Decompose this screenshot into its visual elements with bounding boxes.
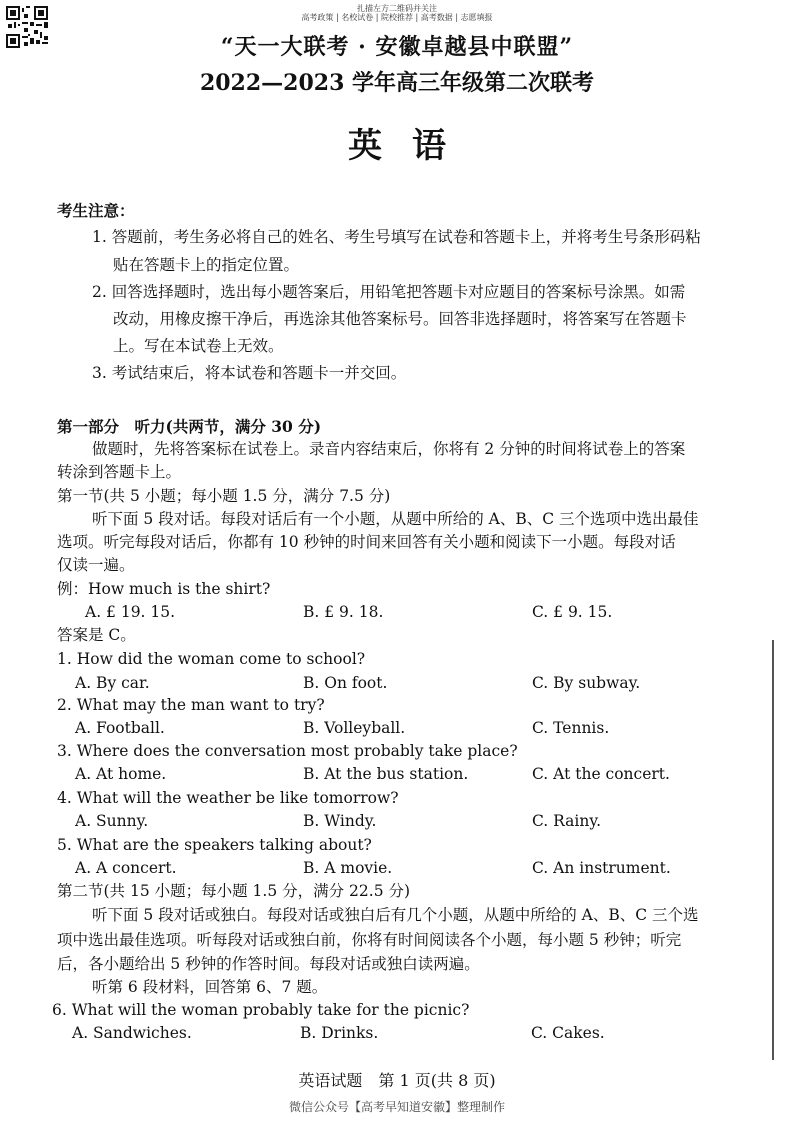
exam-subtitle: 2022—2023 学年高三年级第二次联考 — [199, 70, 595, 96]
section2-directions: 项中选出最佳选项。听每段对话或独白前，你将有时间阅读各个小题，每小题 5 秒钟；听完 — [57, 931, 682, 949]
header-links: 高考政策 | 名校试卷 | 院校推荐 | 高考数据 | 志愿填报 — [301, 13, 493, 22]
section2-directions: 后，各小题给出 5 秒钟的作答时间。每段对话或独白读两遍。 — [57, 955, 480, 973]
notice-line: 3. 考试结束后，将本试卷和答题卡一并交回。 — [92, 364, 407, 382]
question: 3. Where does the conversation most probably take place? — [57, 742, 518, 760]
exam-title: “天一大联考 · 安徽卓越县中联盟” — [220, 34, 574, 60]
option-b: B. A movie. — [303, 859, 393, 877]
question: 1. How did the woman come to school? — [57, 650, 366, 668]
section1-heading: 第一节(共 5 小题；每小题 1.5 分，满分 7.5 分) — [57, 487, 391, 505]
example-question: 例：How much is the shirt? — [57, 580, 271, 598]
option-b: B. On foot. — [303, 674, 388, 692]
option-a: A. Football. — [75, 719, 165, 737]
section1-directions: 听下面 5 段对话。每段对话后有一个小题，从题中所给的 A、B、C 三个选项中选出最佳 — [92, 510, 699, 528]
option-a: A. A concert. — [75, 859, 177, 877]
option-a: A. At home. — [75, 765, 167, 783]
option-c: C. An instrument. — [532, 859, 671, 877]
notice-line: 1. 答题前，考生务必将自己的姓名、考生号填写在试卷和答题卡上，并将考生号条形码粘 — [92, 228, 701, 246]
question: 6. What will the woman probably take for the picnic? — [52, 1001, 470, 1019]
section2-directions: 听下面 5 段对话或独白。每段对话或独白后有几个小题，从题中所给的 A、B、C 三个选 — [92, 906, 699, 924]
header-link[interactable]: 名校试卷 — [341, 13, 374, 22]
part1-intro: 转涂到答题卡上。 — [57, 463, 182, 481]
option-b: B. At the bus station. — [303, 765, 469, 783]
option-b: B. £ 9. 18. — [303, 603, 384, 621]
option-a: A. By car. — [75, 674, 150, 692]
option-a: A. Sandwiches. — [72, 1024, 192, 1042]
page-footer: 英语试题 第 1 页(共 8 页) — [298, 1071, 496, 1090]
section1-directions: 仅读一遍。 — [57, 556, 135, 574]
header-link[interactable]: 志愿填报 — [460, 13, 493, 22]
notice-line: 2. 回答选择题时，选出每小题答案后，用铅笔把答题卡对应题目的答案标号涂黑。如需 — [92, 283, 686, 301]
notice-line: 贴在答题卡上的指定位置。 — [113, 256, 300, 274]
option-c: C. Rainy. — [532, 812, 601, 830]
option-b: B. Windy. — [303, 812, 377, 830]
option-c: C. At the concert. — [532, 765, 670, 783]
question: 5. What are the speakers talking about? — [57, 836, 372, 854]
footer-note: 微信公众号【高考早知道安徽】整理制作 — [288, 1100, 505, 1114]
scan-hint: 扎描左方二维码并关注 — [357, 4, 437, 13]
header-link[interactable]: 高考数据 — [420, 13, 453, 22]
header-link[interactable]: 院校推荐 — [381, 13, 413, 22]
example-answer: 答案是 C。 — [57, 626, 136, 644]
option-b: B. Volleyball. — [303, 719, 406, 737]
option-c: C. Cakes. — [531, 1024, 605, 1042]
part1-intro: 做题时，先将答案标在试卷上。录音内容结束后，你将有 2 分钟的时间将试卷上的答案 — [92, 440, 686, 458]
notice-line: 改动，用橡皮擦干净后，再选涂其他答案标号。回答非选择题时，将答案写在答题卡 — [113, 310, 687, 328]
option-a: A. Sunny. — [75, 812, 149, 830]
section2-heading: 第二节(共 15 小题；每小题 1.5 分，满分 22.5 分) — [57, 882, 411, 900]
material-instruction: 听第 6 段材料，回答第 6、7 题。 — [92, 978, 328, 996]
option-b: B. Drinks. — [300, 1024, 379, 1042]
page-edge-line — [772, 640, 774, 1060]
question: 4. What will the weather be like tomorrow? — [57, 789, 399, 807]
part1-heading: 第一部分 听力(共两节，满分 30 分) — [57, 417, 322, 436]
option-c: C. Tennis. — [532, 719, 610, 737]
notice-line: 上。写在本试卷上无效。 — [113, 337, 284, 355]
section1-directions: 选项。听完每段对话后，你都有 10 秒钟的时间来回答有关小题和阅读下一小题。每段对话 — [57, 533, 676, 551]
header-link[interactable]: 高考政策 — [301, 13, 334, 22]
option-c: C. £ 9. 15. — [532, 603, 613, 621]
option-c: C. By subway. — [532, 674, 641, 692]
option-a: A. £ 19. 15. — [85, 603, 176, 621]
subject-title: 英语 — [348, 126, 476, 166]
notice-heading: 考生注意： — [57, 201, 135, 220]
question: 2. What may the man want to try? — [57, 696, 325, 714]
